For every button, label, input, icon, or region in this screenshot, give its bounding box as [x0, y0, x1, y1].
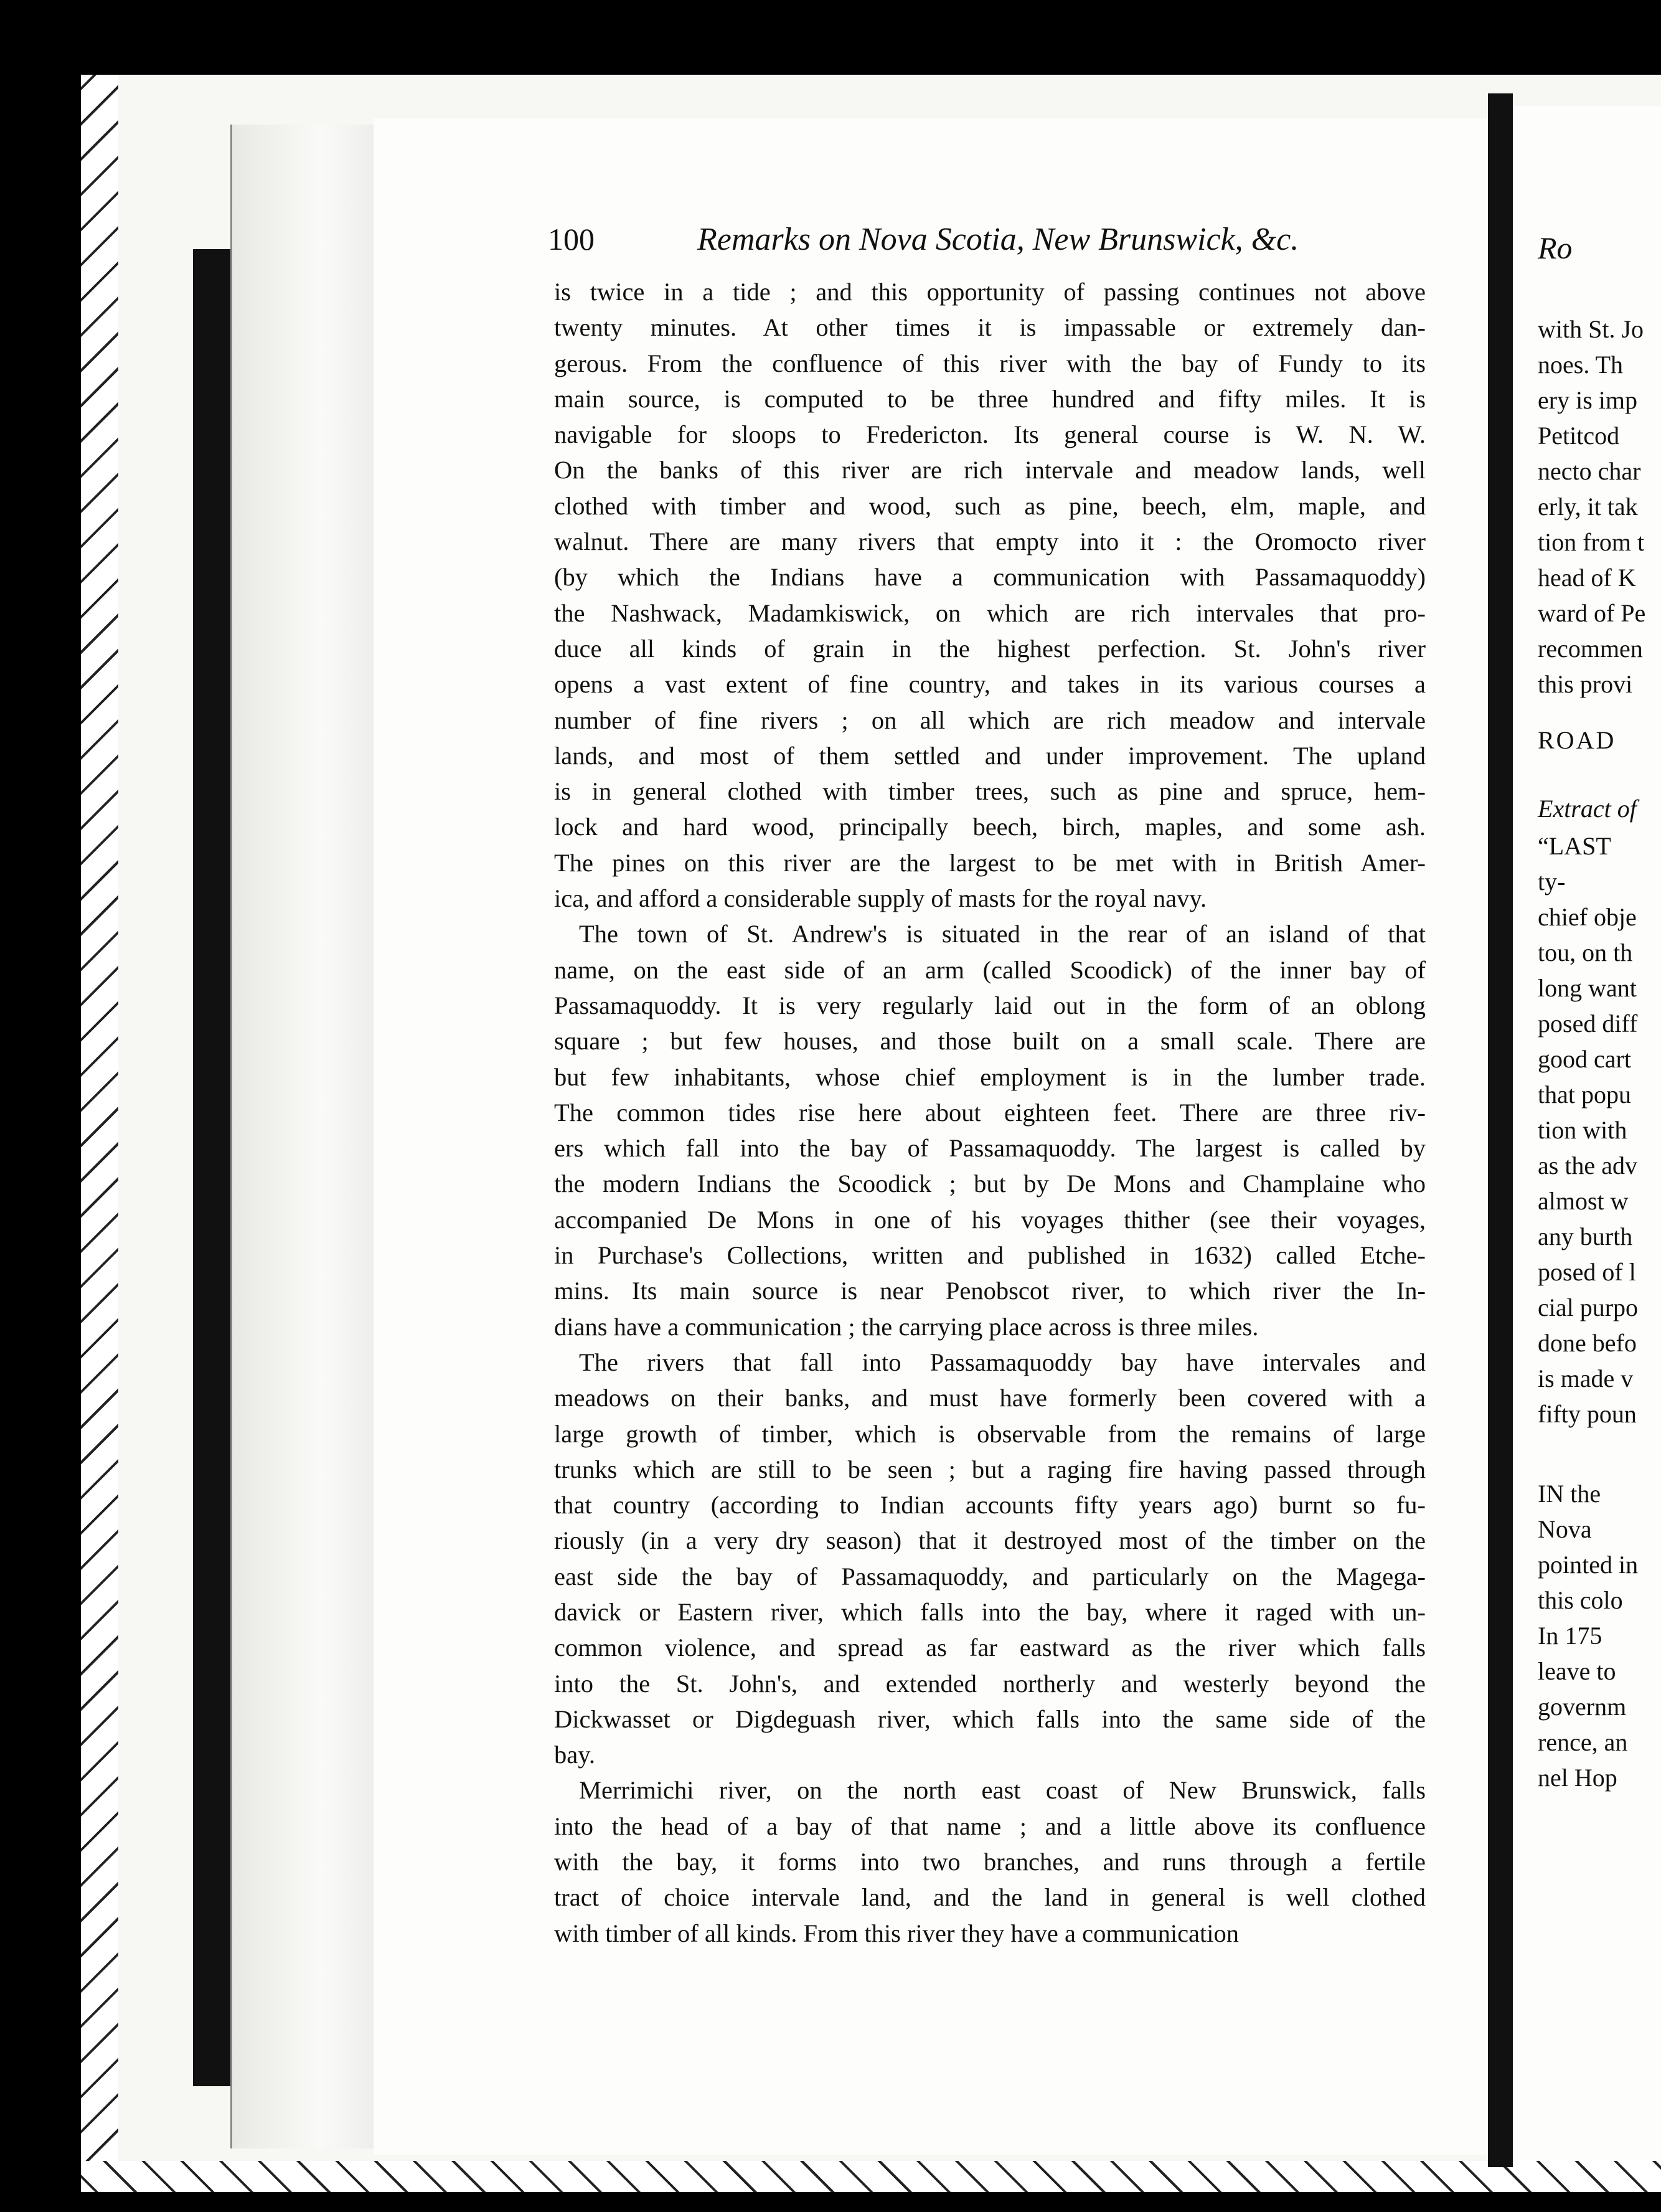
running-head: Remarks on Nova Scotia, New Brunswick, &c. — [697, 222, 1299, 257]
text-line: dians have a communication ; the carrying place across is three miles. — [554, 1312, 1259, 1341]
text-line: square ; but few houses, and those built on a small scale. There are — [554, 1027, 1426, 1056]
text-line: the Nashwack, Madamkiswick, on which are rich intervales that pro- — [554, 598, 1426, 627]
right-text-line: necto char — [1538, 457, 1641, 485]
right-text-line: tion from t — [1538, 528, 1645, 556]
right-text-line: this provi — [1538, 670, 1633, 698]
page-header — [548, 221, 1345, 265]
right-text-line: noes. Th — [1538, 351, 1624, 379]
right-extract-label: Extract of — [1538, 795, 1637, 823]
text-line: into the St. John's, and extended northerly and westerly beyond the — [554, 1669, 1426, 1698]
right-text-line: with St. Jo — [1538, 315, 1644, 343]
book-gutter — [1488, 93, 1513, 2167]
text-line: large growth of timber, which is observable from the remains of large — [554, 1419, 1426, 1448]
text-line: common violence, and spread as far eastward as the river which falls — [554, 1633, 1426, 1662]
body-text — [554, 274, 1426, 1951]
page-shadow — [193, 249, 230, 2086]
right-running-head: Ro — [1538, 230, 1573, 265]
right-text-line: any burth — [1538, 1222, 1633, 1250]
text-line: ers which fall into the bay of Passamaquoddy. The largest is called by — [554, 1134, 1426, 1163]
text-line: (by which the Indians have a communication with Passamaquoddy) — [554, 563, 1426, 592]
text-line: Merrimichi river, on the north east coast of New Brunswick, falls — [579, 1776, 1426, 1805]
right-text-line: is made v — [1538, 1364, 1634, 1392]
right-text-line: rence, an — [1538, 1728, 1628, 1756]
right-text-line: erly, it tak — [1538, 493, 1638, 521]
text-line: lands, and most of them settled and under improvement. The upland — [554, 741, 1426, 770]
right-text-line: leave to — [1538, 1657, 1616, 1685]
right-text-line: governm — [1538, 1693, 1627, 1721]
right-text-line: chief obje — [1538, 903, 1637, 931]
text-line: into the head of a bay of that name ; and a little above its confluence — [554, 1812, 1426, 1840]
text-line: with the bay, it forms into two branches, and runs through a fertile — [554, 1848, 1426, 1876]
text-line: On the banks of this river are rich intervale and meadow lands, well — [554, 456, 1426, 484]
text-line: The common tides rise here about eighteen feet. There are three riv- — [554, 1098, 1426, 1127]
page-edge-stack — [230, 125, 382, 2148]
right-text-line: pointed in — [1538, 1551, 1639, 1579]
text-line: tract of choice intervale land, and the land in general is well clothed — [554, 1883, 1426, 1912]
text-line: east side the bay of Passamaquoddy, and particularly on the Magega- — [554, 1562, 1426, 1590]
text-line: trunks which are still to be seen ; but a raging fire having passed through — [554, 1455, 1426, 1483]
right-text-line: ward of Pe — [1538, 599, 1646, 627]
right-text-line: cial purpo — [1538, 1293, 1639, 1321]
right-text-line: nel Hop — [1538, 1764, 1617, 1792]
text-line: is twice in a tide ; and this opportunity of passing continues not above — [554, 278, 1426, 306]
text-line: duce all kinds of grain in the highest perfection. St. John's river — [554, 634, 1426, 663]
right-text-line: done befo — [1538, 1329, 1637, 1357]
decorative-border-bottom — [81, 2161, 1661, 2192]
right-text-line: In 175 — [1538, 1622, 1602, 1650]
text-line: in Purchase's Collections, written and published in 1632) called Etche- — [554, 1241, 1426, 1270]
text-line: the modern Indians the Scoodick ; but by De Mons and Champlaine who — [554, 1170, 1426, 1198]
text-line: meadows on their banks, and must have formerly been covered with a — [554, 1384, 1426, 1412]
right-text-line: recommen — [1538, 635, 1643, 663]
right-text-line: almost w — [1538, 1187, 1629, 1215]
right-mid-block — [1538, 828, 1638, 1432]
text-line: Passamaquoddy. It is very regularly laid out in the form of an oblong — [554, 991, 1426, 1019]
right-bottom-block — [1538, 1476, 1638, 1795]
text-line: opens a vast extent of fine country, and takes in its various courses a — [554, 670, 1426, 699]
text-line: number of fine rivers ; on all which are rich meadow and intervale — [554, 706, 1426, 734]
right-text-line: tion with — [1538, 1116, 1627, 1144]
right-text-line: long want — [1538, 974, 1637, 1002]
text-line: name, on the east side of an arm (called Scoodick) of the inner bay of — [554, 955, 1426, 984]
right-text-line: posed of l — [1538, 1258, 1636, 1286]
right-text-line: that popu — [1538, 1080, 1631, 1108]
text-line: main source, is computed to be three hundred and fifty miles. It is — [554, 384, 1426, 413]
text-line: with timber of all kinds. From this river they have a communication — [554, 1919, 1240, 1947]
text-line: walnut. There are many rivers that empty into it : the Oromocto river — [554, 527, 1426, 556]
right-text-line: tou, on th — [1538, 938, 1633, 967]
right-section-head: ROAD — [1538, 726, 1616, 754]
text-line: but few inhabitants, whose chief employment is in the lumber trade. — [554, 1062, 1426, 1091]
right-text-line: posed diff — [1538, 1009, 1638, 1037]
text-line: gerous. From the confluence of this river with the bay of Fundy to its — [554, 349, 1426, 377]
right-text-line: ery is imp — [1538, 386, 1637, 414]
right-text-line: good cart — [1538, 1045, 1631, 1073]
text-line: mins. Its main source is near Penobscot river, to which river the In- — [554, 1277, 1426, 1305]
right-text-line: as the adv — [1538, 1151, 1637, 1179]
text-line: ica, and afford a considerable supply of masts for the royal navy. — [554, 884, 1207, 913]
text-line: The rivers that fall into Passamaquoddy bay have intervales and — [579, 1348, 1426, 1376]
text-line: accompanied De Mons in one of his voyages thither (see their voyages, — [554, 1205, 1426, 1234]
text-line: navigable for sloops to Fredericton. Its general course is W. N. W. — [554, 420, 1426, 449]
text-line: davick or Eastern river, which falls into the bay, where it raged with un- — [554, 1597, 1426, 1626]
text-line: bay. — [554, 1741, 595, 1769]
text-line: is in general clothed with timber trees, such as pine and spruce, hem- — [554, 777, 1426, 806]
right-text-line: IN the — [1538, 1480, 1601, 1508]
text-line: clothed with timber and wood, such as pine, beech, elm, maple, and — [554, 491, 1426, 520]
text-line: that country (according to Indian accounts fifty years ago) burnt so fu- — [554, 1491, 1426, 1520]
text-line: lock and hard wood, principally beech, birch, maples, and some ash. — [554, 813, 1426, 841]
right-top-block — [1538, 311, 1645, 702]
text-line: twenty minutes. At other times it is impassable or extremely dan- — [554, 313, 1426, 342]
right-text-line: Petitcod — [1538, 422, 1620, 450]
text-line: Dickwasset or Digdeguash river, which falls into the same side of the — [554, 1704, 1426, 1733]
page-number: 100 — [548, 222, 595, 257]
right-text-line: Nova — [1538, 1515, 1592, 1543]
right-text-line: “LAST — [1538, 832, 1611, 860]
text-line: The town of St. Andrew's is situated in the rear of an island of that — [579, 920, 1426, 948]
right-text-line: ty- — [1538, 867, 1566, 896]
right-text-line: this colo — [1538, 1586, 1623, 1614]
text-line: riously (in a very dry season) that it destroyed most of the timber on the — [554, 1526, 1426, 1555]
right-text-line: head of K — [1538, 564, 1636, 592]
decorative-border-left — [81, 75, 118, 2192]
text-line: The pines on this river are the largest to be met with in British Amer- — [554, 848, 1426, 877]
right-text-line: fifty poun — [1538, 1400, 1637, 1428]
